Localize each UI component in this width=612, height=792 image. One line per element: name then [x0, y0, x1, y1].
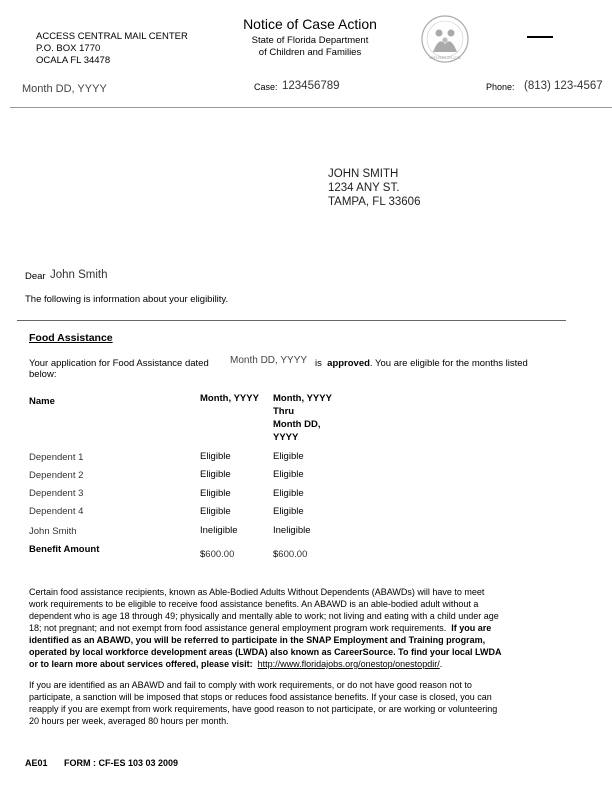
table-row-status-1: Ineligible [200, 525, 238, 536]
table-row-status-1: Eligible [200, 469, 231, 480]
abawd-paragraph-2 [29, 679, 497, 727]
column-header-month-2-line-1: Month, YYYY [273, 393, 332, 404]
application-date: Month DD, YYYY [230, 355, 308, 366]
paragraph-line: If you are identified as an ABAWD and fail to comply with work requirements, or do not have good reason not to [29, 680, 472, 690]
table-row-status-1: Eligible [200, 506, 231, 517]
footer-form-number: FORM : CF-ES 103 03 2009 [64, 758, 179, 768]
sender-address [36, 31, 188, 67]
application-is: is [315, 358, 322, 369]
paragraph-line: dependent who is age 18 through 49; physically and mentally able to work; not living and eating with a child under age [29, 611, 499, 621]
phone-number: (813) 123-4567 [524, 80, 603, 92]
application-text-post: . You are eligible for the months listed [369, 358, 528, 369]
paragraph-line: work requirements to be eligible to receive food assistance benefits. An ABAWD is an able-bodied adult without a [29, 599, 479, 609]
table-row-status-2: Eligible [273, 469, 304, 480]
table-row-status-2: Eligible [273, 488, 304, 499]
recipient-street: 1234 ANY ST. [328, 182, 400, 194]
paragraph-line: reapply if you are exempt from work requirements, have good reason to not participate, or are working or volunteering [29, 704, 498, 714]
header-dash [527, 36, 553, 38]
case-label: Case: [254, 82, 278, 92]
phone-label: Phone: [486, 82, 515, 92]
application-text: Your application for Food Assistance dated [29, 358, 209, 369]
paragraph-end: . [439, 659, 443, 669]
paragraph-line: 20 hours per week, averaged 80 hours per month. [29, 716, 229, 726]
table-row-status-2: Eligible [273, 451, 304, 462]
column-header-month-2-line-4: YYYY [273, 432, 299, 443]
sender-line-1: ACCESS CENTRAL MAIL CENTER [36, 31, 188, 42]
currency-symbol: $ [200, 549, 206, 560]
intro-text: The following is information about your eligibility. [25, 294, 229, 305]
benefit-value: 600.00 [205, 549, 235, 560]
column-header-month-2-line-2: Thru [273, 406, 295, 417]
table-row-name: John Smith [29, 526, 77, 537]
paragraph-line: Certain food assistance recipients, known as Able-Bodied Adults Without Dependents (ABAWDs) will have to meet [29, 587, 485, 597]
paragraph-bold-text: identified as an ABAWD, you will be referred to participate in the SNAP Employment and Training program, [29, 635, 486, 645]
paragraph-line [29, 646, 501, 658]
notice-title: Notice of Case Action [243, 16, 377, 32]
table-row-status-2: Eligible [273, 506, 304, 517]
application-status-text [315, 358, 528, 369]
recipient-city: TAMPA, FL 33606 [328, 196, 421, 208]
header-divider [10, 107, 612, 108]
column-header-month-1: Month, YYYY [200, 393, 259, 404]
benefit-amount-1 [200, 544, 234, 562]
benefit-amount-label: Benefit Amount [29, 544, 100, 555]
table-row-name: Dependent 4 [29, 506, 84, 517]
footer-code: AE01 [25, 758, 48, 768]
paragraph-text: 18; not pregnant; and not exempt from food assistance general employment program work requirements. [29, 623, 452, 633]
recipient-name: JOHN SMITH [328, 168, 399, 180]
table-row-status-1: Eligible [200, 488, 231, 499]
column-header-month-2-line-3: Month DD, [273, 419, 321, 430]
sender-line-2: P.O. BOX 1770 [36, 43, 101, 54]
section-title: Food Assistance [29, 332, 113, 344]
paragraph-bold-text: operated by local workforce development areas (LWDA) also known as CareerSource. To find your local LWDA [29, 647, 502, 657]
case-number: 123456789 [282, 80, 340, 92]
sender-line-3: OCALA FL 34478 [36, 55, 111, 66]
dcf-seal-logo [420, 14, 470, 64]
recipient-address [328, 167, 420, 209]
table-row-status-1: Eligible [200, 451, 231, 462]
notice-date: Month DD, YYYY [22, 83, 107, 95]
column-header-name: Name [29, 396, 55, 407]
greeting-label: Dear [25, 271, 46, 282]
paragraph-line: participate, a sanction will be imposed that stops or reduces food assistance benefits. If your case is closed, you can [29, 692, 492, 702]
paragraph-line [29, 658, 501, 670]
greeting-name: John Smith [50, 269, 108, 281]
table-row-status-2: Ineligible [273, 525, 311, 536]
table-row-name: Dependent 1 [29, 452, 84, 463]
paragraph-bold-text: If you are [451, 623, 492, 633]
abawd-paragraph-1 [29, 586, 501, 670]
table-row-name: Dependent 2 [29, 470, 84, 481]
agency-name [225, 35, 395, 59]
currency-symbol: $ [273, 549, 279, 560]
section-divider [17, 320, 566, 321]
paragraph-bold-text: or to learn more about services offered, please visit: [29, 659, 253, 669]
paragraph-line [29, 622, 501, 634]
benefit-amount-2 [273, 544, 307, 562]
column-header-month-2 [273, 392, 332, 444]
application-text-line-2: below: [29, 369, 57, 380]
table-row-name: Dependent 3 [29, 488, 84, 499]
paragraph-line [29, 634, 501, 646]
benefit-value: 600.00 [278, 549, 308, 560]
application-status: approved [327, 358, 370, 369]
agency-line-1: State of Florida Department [251, 35, 369, 46]
agency-line-2: of Children and Families [258, 47, 362, 58]
onestop-directory-link[interactable]: http://www.floridajobs.org/onestop/onestopdir/ [257, 659, 440, 669]
seal-text: MYFLFAMILIES.COM [429, 56, 461, 60]
